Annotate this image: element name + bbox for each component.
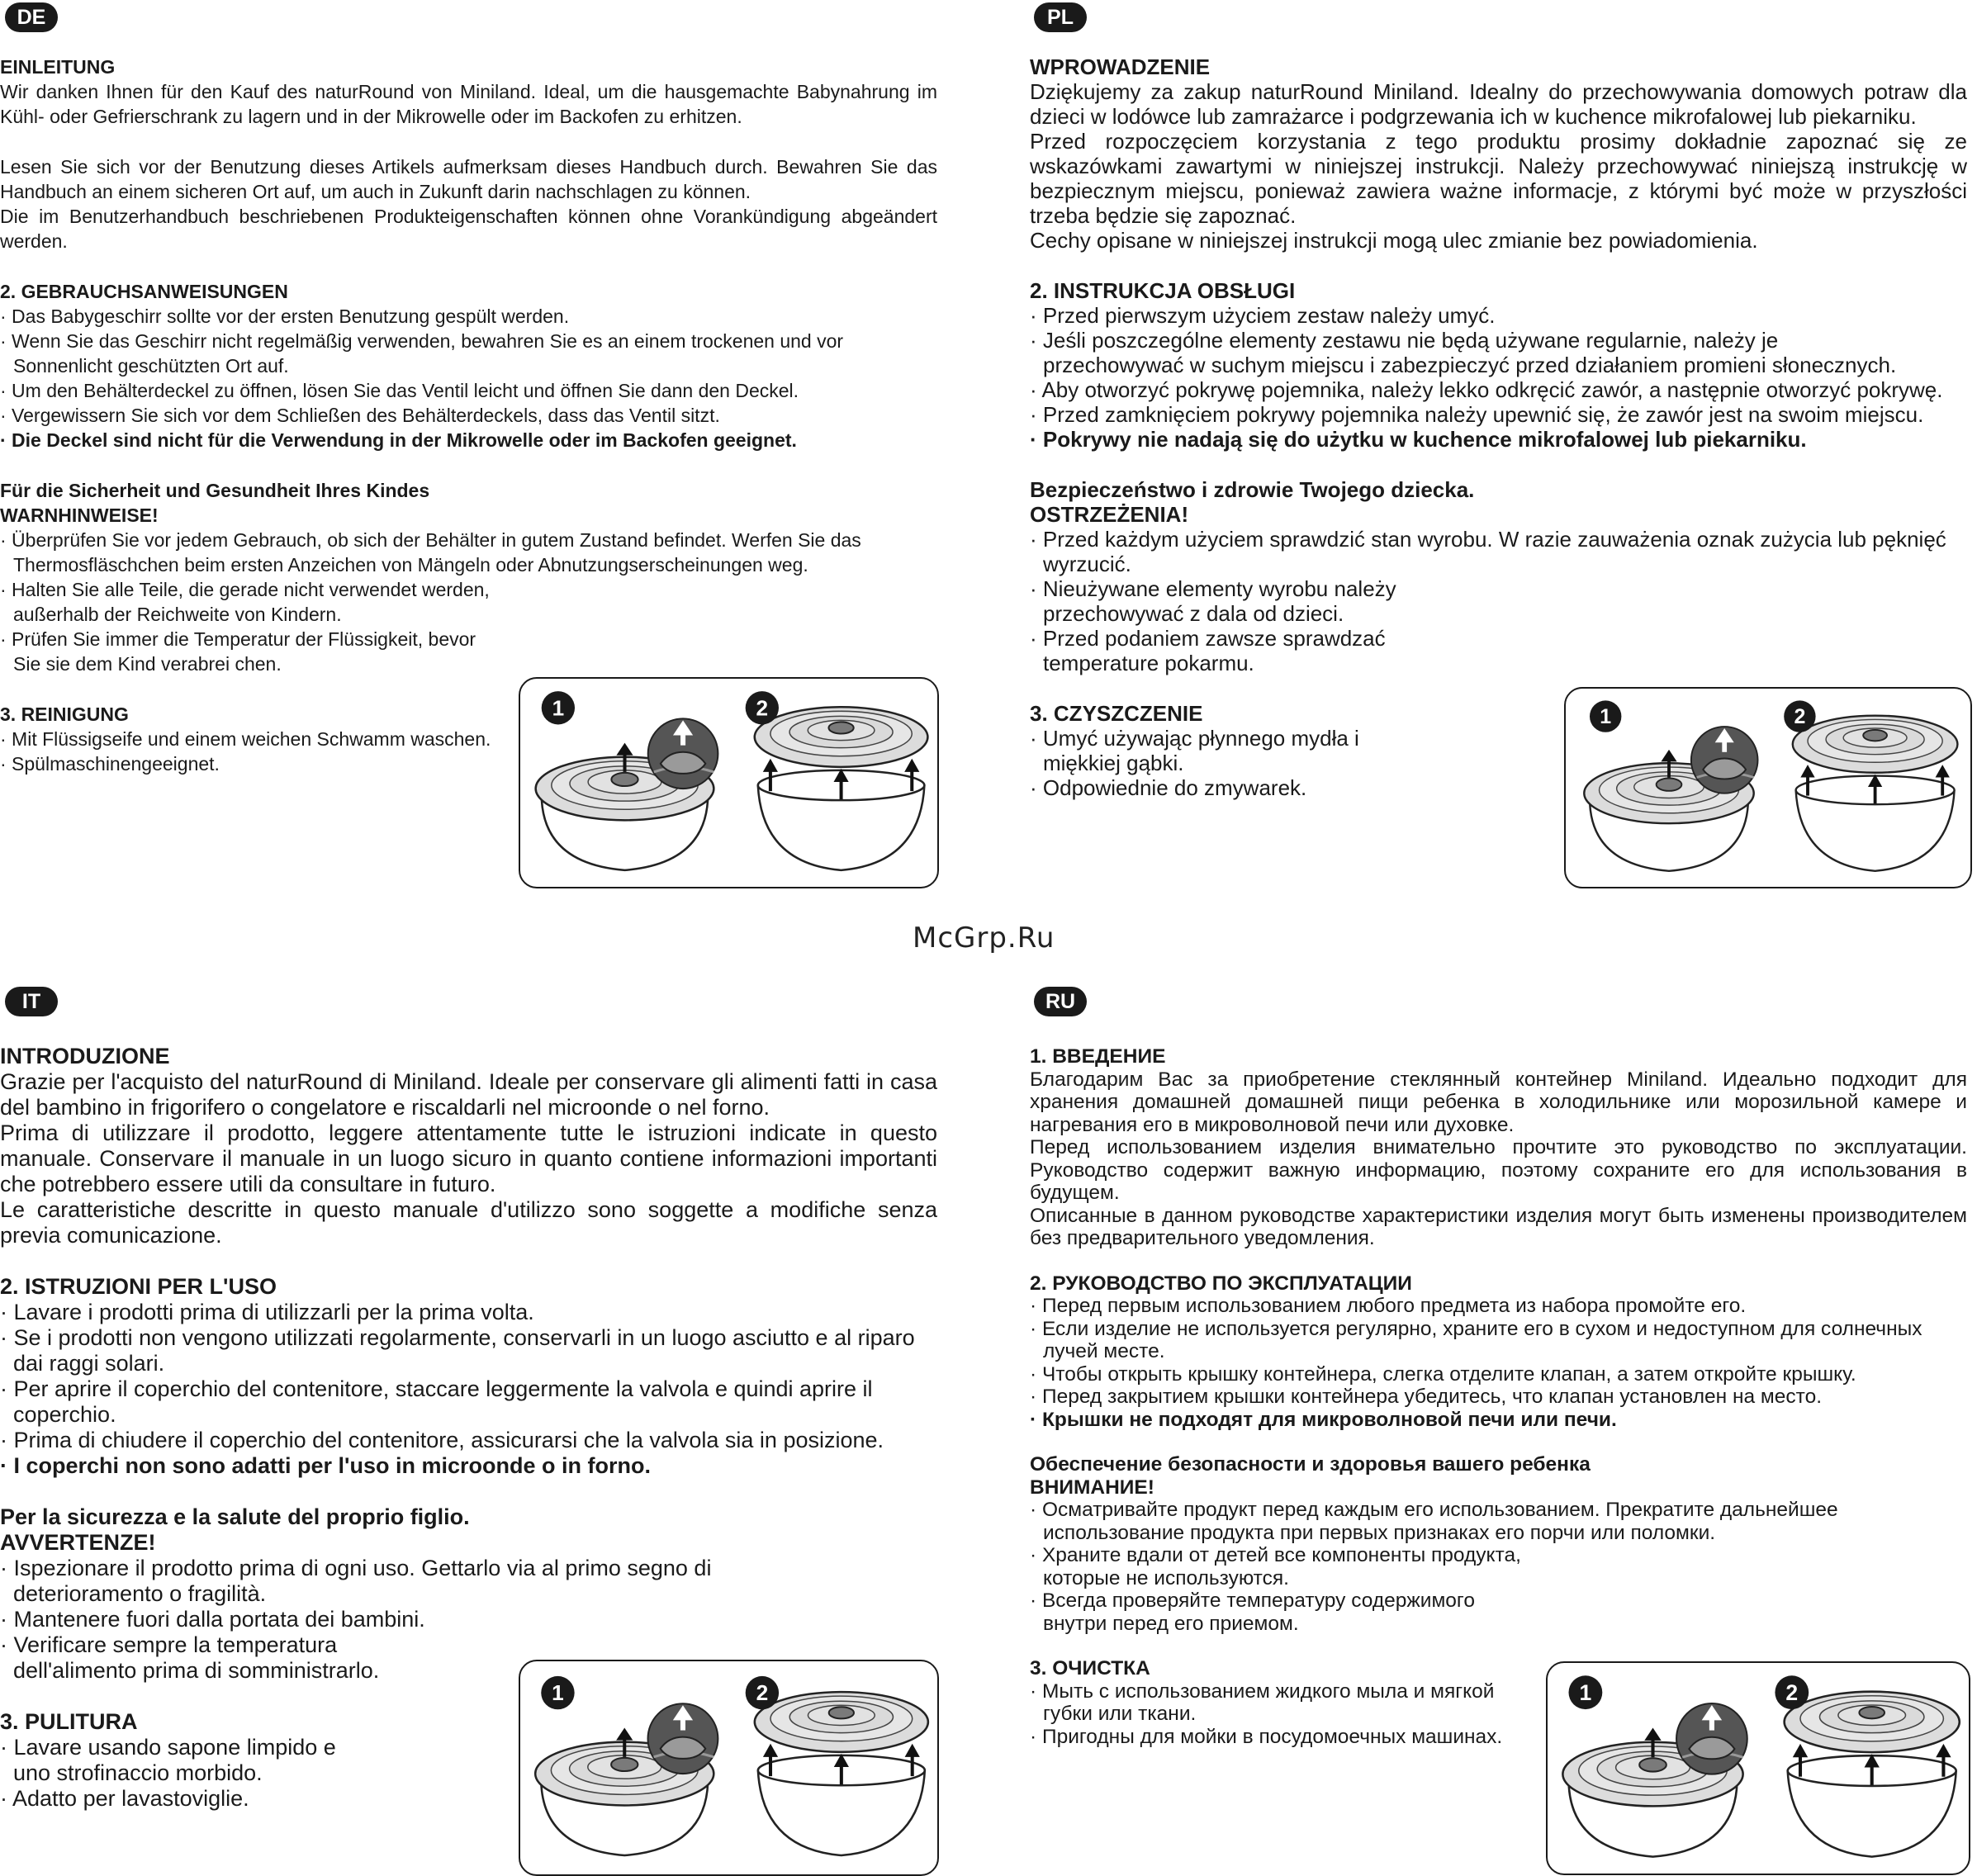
de-intro-p1: Wir danken Ihnen für den Kauf des naturRound von Miniland. Ideal, um die hausgemachte Babynahrung im Kühl- oder Gefrierschrank zu lagern und in der Mikrowelle oder im Backofen zu erhitzen. [0, 81, 937, 127]
de-intro-p3: Die im Benutzerhandbuch beschriebenen Produkteigenschaften können ohne Vorankündigung abgeändert werden. [0, 206, 937, 252]
step-2-label: 2 [1794, 705, 1806, 729]
pl-clean-title: 3. CZYSZCZENIE [1030, 701, 1203, 726]
de-containers-figure [519, 677, 939, 888]
de-intro-p2: Lesen Sie sich vor der Benutzung dieses Artikels aufmerksam dieses Handbuch durch. Bewahren Sie das Handbuch an einem sicheren Ort auf, um auch in Zukunft darin nachschlagen zu können. [0, 156, 937, 202]
ru-usage-warning: · Крышки не подходят для микроволновой печи или печи. [1030, 1408, 1617, 1431]
pl-intro-p2: Przed rozpoczęciem korzystania z tego produktu prosimy dokładnie zapoznać się ze wskazówkami zawartymi w niniejszej instrukcji. Należy przechowywać niniejszą instrukcję w bezpiecznym miejscu, ponieważ zawiera ważne informacje, z którymi być może w przyszłości trzeba będzie się zapoznać. [1030, 129, 1967, 228]
ru-intro-p2: Перед использованием изделия внимательно прочтите это руководство по эксплуатации. Руководство содержит важную информацию, поэтому сохраните его для использования в будущем. [1030, 1136, 1967, 1204]
it-usage-item: · Lavare i prodotti prima di utilizzarli per la prima volta. [0, 1300, 534, 1324]
ru-usage-item: · Чтобы открыть крышку контейнера, слегка отделите клапан, а затем откройте крышку. [1030, 1362, 1856, 1386]
step-1-label: 1 [552, 1680, 564, 1706]
de-usage-item: · Wenn Sie das Geschirr nicht regelmäßig verwenden, bewahren Sie es an einem trockenen und vor Sonnenlicht geschützten Ort auf. [0, 330, 844, 377]
step-2-label: 2 [756, 1680, 769, 1706]
de-clean-item: · Spülmaschinengeeignet. [0, 753, 220, 775]
pl-safety-title: Bezpieczeństwo i zdrowie Twojego dziecka. [1030, 477, 1475, 502]
language-badge-ru: RU [1034, 987, 1087, 1016]
it-intro-p1: Grazie per l'acquisto del naturRound di Miniland. Ideale per conservare gli alimenti fatti in casa del bambino in frigorifero o congelatore e riscaldarli nel microonde o nel forno. [0, 1069, 937, 1120]
pl-clean-item: · Umyć używając płynnego mydła i miękkiej gąbki. [1030, 726, 1359, 775]
ru-usage-title: 2. РУКОВОДСТВО ПО ЭКСПЛУАТАЦИИ [1030, 1272, 1412, 1295]
it-intro-title: INTRODUZIONE [0, 1044, 170, 1068]
it-usage-item: · Prima di chiudere il coperchio del contenitore, assicurarsi che la valvola sia in posizione. [0, 1428, 884, 1452]
it-clean-title: 3. PULITURA [0, 1709, 138, 1734]
de-warning-item: · Prüfen Sie immer die Temperatur der Flüssigkeit, bevor Sie sie dem Kind verabrei chen. [0, 628, 476, 675]
pl-usage-item: · Aby otworzyć pokrywę pojemnika, należy lekko odkręcić zawór, a następnie otworzyć pokrywę. [1030, 377, 1943, 402]
de-safety-title: Für die Sicherheit und Gesundheit Ihres Kindes [0, 480, 430, 501]
ru-warning-item: · Всегда проверяйте температуру содержимого внутри перед его приемом. [1030, 1589, 1475, 1635]
pl-warning-item: · Przed każdym użyciem sprawdzić stan wyrobu. W razie zauważenia oznak zużycia lub pęknięć wyrzucić. [1030, 527, 1946, 576]
pl-intro-p3: Cechy opisane w niniejszej instrukcji mogą ulec zmianie bez powiadomienia. [1030, 228, 1758, 253]
it-usage-item: · Se i prodotti non vengono utilizzati regolarmente, conservarli in un luogo asciutto e al riparo dai raggi solari. [0, 1325, 915, 1376]
it-usage-item: · Per aprire il coperchio del contenitore, staccare leggermente la valvola e quindi aprire il coperchio. [0, 1376, 873, 1427]
pl-intro-title: WPROWADZENIE [1030, 54, 1211, 79]
it-warning-item: · Verificare sempre la temperatura dell'alimento prima di somministrarlo. [0, 1632, 380, 1683]
ru-usage-item: · Перед закрытием крышки контейнера убедитесь, что клапан установлен на место. [1030, 1386, 1823, 1408]
ru-intro-title: 1. ВВЕДЕНИЕ [1030, 1045, 1166, 1068]
language-badge-de: DE [5, 2, 58, 32]
de-usage-item: · Vergewissern Sie sich vor dem Schließen des Behälterdeckels, dass das Ventil sitzt. [0, 405, 720, 426]
watermark-text: McGrp.Ru [913, 921, 1055, 955]
ru-clean-item: · Мыть с использованием жидкого мыла и мягкой губки или ткани. [1030, 1679, 1495, 1725]
it-warning-title: AVVERTENZE! [0, 1530, 156, 1555]
step-1-label: 1 [552, 695, 565, 721]
pl-warning-item: · Nieużywane elementy wyrobu należy przechowywać z dala od dzieci. [1030, 576, 1396, 626]
pl-intro-p1: Dziękujemy za zakup naturRound Miniland. Idealny do przechowywania domowych potraw dla dzieci w lodówce lub zamrażarce i podgrzewania ich w kuchence mikrofalowej lub piekarniku. [1030, 79, 1967, 129]
it-warning-item: · Mantenere fuori dalla portata dei bambini. [0, 1607, 425, 1632]
de-text [0, 54, 937, 776]
pl-containers-figure [1564, 687, 1972, 888]
pl-warning-title: OSTRZEŻENIA! [1030, 502, 1189, 527]
ru-intro-p3: Описанные в данном руководстве характеристики изделия могут быть изменены производителем без предварительного уведомления. [1030, 1204, 1967, 1249]
pl-usage-title: 2. INSTRUKCJA OBSŁUGI [1030, 278, 1296, 303]
pl-usage-item: · Przed zamknięciem pokrywy pojemnika należy upewnić się, że zawór jest na swoim miejscu. [1030, 402, 1924, 427]
language-badge-pl: PL [1034, 2, 1087, 32]
pl-warning-item: · Przed podaniem zawsze sprawdzać temperature pokarmu. [1030, 626, 1386, 675]
de-clean-item: · Mit Flüssigseife und einem weichen Schwamm waschen. [0, 728, 491, 750]
it-intro-p2: Prima di utilizzare il prodotto, leggere attentamente tutte le istruzioni indicate in questo manuale. Conservare il manuale in un luogo sicuro in quanto contiene informazioni importanti che potrebbero essere utili da consultare in futuro. [0, 1120, 937, 1196]
it-containers-figure [519, 1660, 939, 1876]
step-2-label: 2 [1785, 1679, 1799, 1705]
pl-clean-item: · Odpowiednie do zmywarek. [1030, 775, 1307, 800]
ru-safety-title: Обеспечение безопасности и здоровья вашего ребенка [1030, 1453, 1591, 1476]
de-intro-title: EINLEITUNG [0, 56, 116, 78]
pl-usage-item: · Jeśli poszczególne elementy zestawu nie będą używane regularnie, należy je przechowywać w suchym miejscu i zabezpieczyć przed działaniem promieni słonecznych. [1030, 328, 1897, 377]
it-warning-item: · Ispezionare il prodotto prima di ogni uso. Gettarlo via al primo segno di deterioramento o fragilità. [0, 1556, 712, 1606]
de-usage-item: · Das Babygeschirr sollte vor der ersten Benutzung gespült werden. [0, 306, 570, 327]
it-clean-item: · Lavare usando sapone limpido e uno strofinaccio morbido. [0, 1735, 336, 1785]
step-1-label: 1 [1600, 705, 1612, 729]
de-warning-item: · Halten Sie alle Teile, die gerade nicht verwendet werden, außerhalb der Reichweite von Kindern. [0, 579, 490, 625]
ru-usage-item: · Перед первым использованием любого предмета из набора промойте его. [1030, 1295, 1747, 1317]
de-usage-title: 2. GEBRAUCHSANWEISUNGEN [0, 281, 288, 302]
it-usage-title: 2. ISTRUZIONI PER L'USO [0, 1274, 277, 1299]
ru-usage-item: · Если изделие не используется регулярно, храните его в сухом и недоступном для солнечных лучей месте. [1030, 1317, 1922, 1362]
ru-clean-item: · Пригодны для мойки в посудомоечных машинах. [1030, 1725, 1503, 1748]
de-warning-title: WARNHINWEISE! [0, 505, 159, 526]
pl-usage-item: · Przed pierwszym użyciem zestaw należy umyć. [1030, 303, 1496, 328]
it-safety-title: Per la sicurezza e la salute del proprio figlio. [0, 1504, 470, 1529]
ru-text [1030, 1045, 1967, 1748]
step-2-label: 2 [756, 695, 769, 721]
ru-warning-item: · Храните вдали от детей все компоненты продукта, которые не используются. [1030, 1544, 1521, 1589]
it-intro-p3: Le caratteristiche descritte in questo manuale d'utilizzo sono soggette a modifiche senza previa comunicazione. [0, 1197, 937, 1248]
language-badge-it: IT [5, 987, 58, 1016]
ru-warning-title: ВНИМАНИЕ! [1030, 1476, 1154, 1499]
pl-usage-warning: · Pokrywy nie nadają się do użytku w kuchence mikrofalowej lub piekarniku. [1030, 427, 1807, 452]
de-warning-item: · Überprüfen Sie vor jedem Gebrauch, ob sich der Behälter in gutem Zustand befindet. Werfen Sie das Thermosfläschchen beim ersten Anzeichen von Mängeln oder Abnutzungserscheinungen weg. [0, 529, 861, 576]
de-clean-title: 3. REINIGUNG [0, 704, 129, 725]
step-1-label: 1 [1579, 1679, 1592, 1705]
ru-containers-figure [1546, 1661, 1970, 1875]
ru-clean-title: 3. ОЧИСТКА [1030, 1657, 1150, 1679]
ru-warning-item: · Осматривайте продукт перед каждым его использованием. Прекратите дальнейшее использование продукта при первых признаках его порчи или поломки. [1030, 1499, 1838, 1544]
de-usage-item: · Um den Behälterdeckel zu öffnen, lösen Sie das Ventil leicht und öffnen Sie dann den Deckel. [0, 380, 799, 401]
it-usage-warning: · I coperchi non sono adatti per l'uso in microonde o in forno. [0, 1453, 651, 1478]
it-clean-item: · Adatto per lavastoviglie. [0, 1786, 249, 1811]
de-usage-warning: · Die Deckel sind nicht für die Verwendung in der Mikrowelle oder im Backofen geeignet. [0, 429, 797, 451]
ru-intro-p1: Благодарим Вас за приобретение стеклянный контейнер Miniland. Идеально подходит для хранения домашней домашней пищи ребенка в холодильнике или морозильной камере и нагревания его в микроволновой печи или духовке. [1030, 1068, 1967, 1136]
